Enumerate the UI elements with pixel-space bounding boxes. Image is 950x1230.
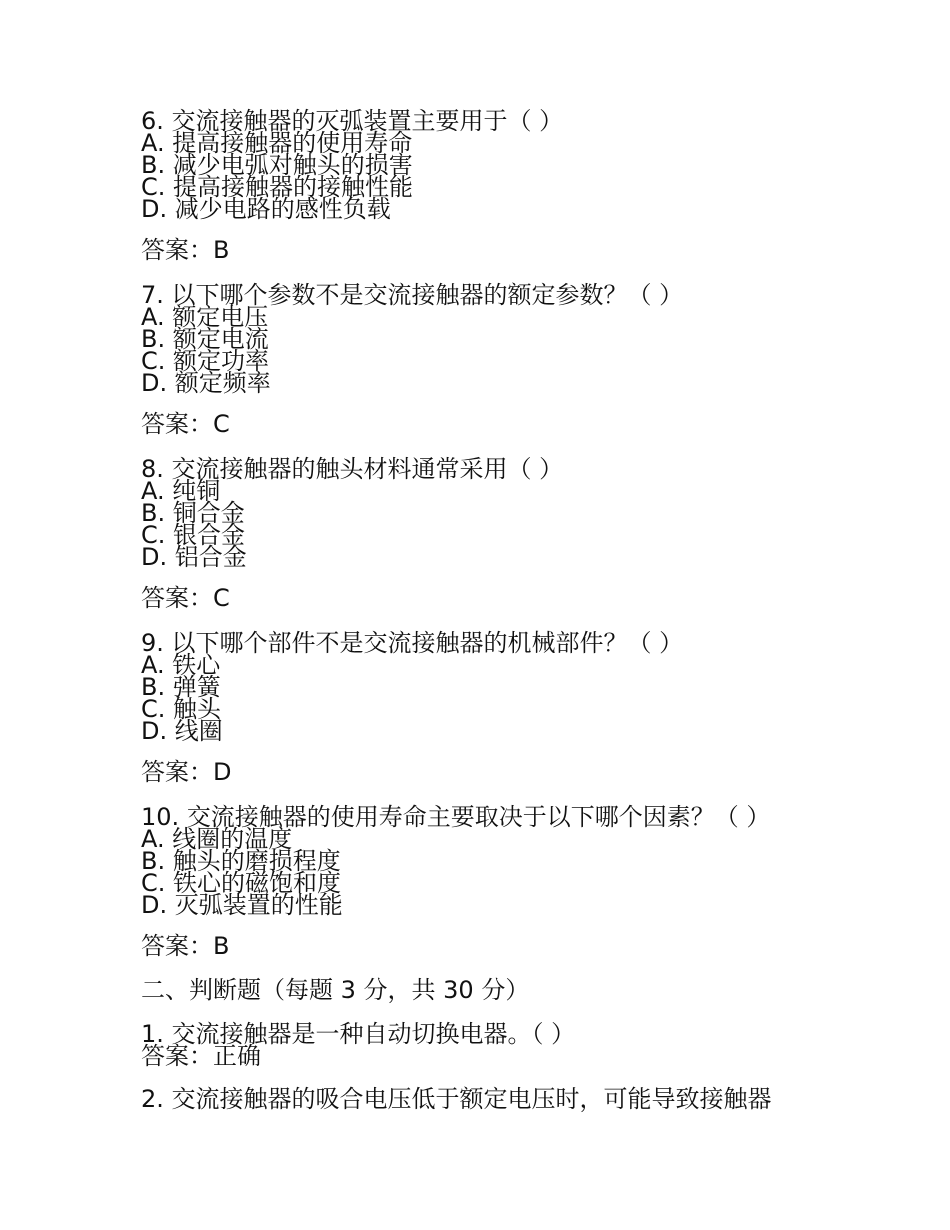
true-false-1-answer: 答案：正确 (141, 1042, 261, 1070)
question-9-option-a: A. 铁心 (141, 651, 221, 679)
question-10-answer: 答案：B (141, 932, 230, 960)
question-9-answer: 答案：D (141, 758, 232, 786)
true-false-2-stem: 2. 交流接触器的吸合电压低于额定电压时，可能导致接触器 (141, 1085, 772, 1113)
true-false-1-stem: 1. 交流接触器是一种自动切换电器。（ ） (141, 1020, 576, 1048)
question-9-option-d: D. 线圈 (141, 717, 223, 745)
section-heading-true-false: 二、判断题（每题 3 分，共 30 分） (141, 976, 530, 1004)
question-8-option-a: A. 纯铜 (141, 477, 221, 505)
question-8-option-d: D. 铝合金 (141, 543, 247, 571)
question-9-option-c: C. 触头 (141, 695, 222, 723)
question-6-option-d: D. 减少电路的感性负载 (141, 195, 391, 223)
question-8-option-b: B. 铜合金 (141, 499, 245, 527)
question-6-option-b: B. 减少电弧对触头的损害 (141, 151, 413, 179)
question-6-stem: 6. 交流接触器的灭弧装置主要用于（ ） (141, 107, 564, 135)
question-6-option-a: A. 提高接触器的使用寿命 (141, 129, 413, 157)
question-6-option-c: C. 提高接触器的接触性能 (141, 173, 414, 201)
question-8-answer: 答案：C (141, 584, 230, 612)
question-9-option-b: B. 弹簧 (141, 673, 221, 701)
question-7-stem: 7. 以下哪个参数不是交流接触器的额定参数？（ ） (141, 281, 684, 309)
question-10-option-d: D. 灭弧装置的性能 (141, 891, 343, 919)
question-7-option-b: B. 额定电流 (141, 325, 269, 353)
question-10-option-c: C. 铁心的磁饱和度 (141, 869, 342, 897)
question-10-stem: 10. 交流接触器的使用寿命主要取决于以下哪个因素？（ ） (141, 803, 771, 831)
question-7-option-a: A. 额定电压 (141, 303, 269, 331)
question-8-stem: 8. 交流接触器的触头材料通常采用（ ） (141, 455, 564, 483)
question-10-option-b: B. 触头的磨损程度 (141, 847, 341, 875)
question-7-option-d: D. 额定频率 (141, 369, 271, 397)
question-7-answer: 答案：C (141, 410, 230, 438)
question-7-option-c: C. 额定功率 (141, 347, 270, 375)
question-6-answer: 答案：B (141, 236, 230, 264)
question-10-option-a: A. 线圈的温度 (141, 825, 293, 853)
question-8-option-c: C. 银合金 (141, 521, 246, 549)
question-9-stem: 9. 以下哪个部件不是交流接触器的机械部件？（ ） (141, 629, 684, 657)
